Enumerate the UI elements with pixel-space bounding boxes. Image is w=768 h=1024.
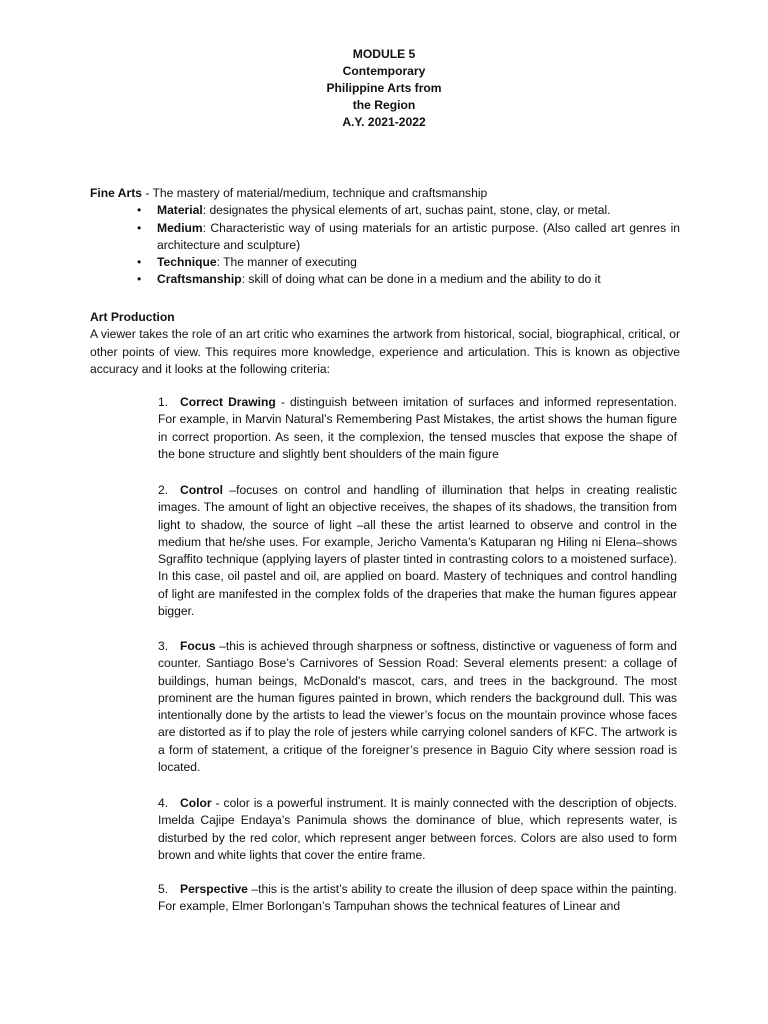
criterion-text: –this is achieved through sharpness or softness, distinctive or vagueness of form and counter. Santiago Bose’s Carnivores of Session Road: Several elements present: a collage of buildings, human beings, McDonald's mascot, cars, and trees in the background. The most prominent are the human figures painted in brown, which renders the background dull. This was intentionally done by the artists to lead the viewer’s focus on the mountain province whose faces are distorted as if to play the role of jesters while carrying colonel sanders of KFC. The artwork is a form of statement, a critique of the foreigner’s presence in Baguio City where session road is located. <box>158 639 677 775</box>
bullet-icon: • <box>137 203 142 218</box>
bullet-term: Medium <box>157 220 203 235</box>
art-production-section <box>90 309 680 378</box>
criterion-number: 1. <box>158 395 169 409</box>
bullet-text: : designates the physical elements of art, suchas paint, stone, clay, or metal. <box>202 203 611 218</box>
criterion-text: - color is a powerful instrument. It is mainly connected with the description of objects. Imelda Cajipe Endaya’s Panimula shows the dominance of blue, which represents water, is disturbed by the red color, which represent anger between forces. Colors are also used to form brown and white lights that cover the entire frame. <box>158 796 677 862</box>
bullet-icon: • <box>137 220 142 235</box>
bullet-text: : The manner of executing <box>216 255 357 270</box>
criterion-perspective <box>158 881 677 916</box>
fine-arts-section <box>90 185 680 289</box>
criterion-control <box>158 482 677 620</box>
criterion-number: 5. <box>158 882 169 896</box>
criterion-color <box>158 795 677 864</box>
bullet-term: Material <box>157 203 203 218</box>
module-subject-line-1: Contemporary <box>342 64 426 78</box>
module-header <box>0 46 768 131</box>
bullet-item <box>137 220 680 255</box>
criterion-focus <box>158 638 677 776</box>
bullet-item <box>137 271 680 288</box>
bullet-item <box>137 202 680 219</box>
bullet-text: : skill of doing what can be done in a medium and the ability to do it <box>241 272 601 287</box>
criterion-text: - distinguish between imitation of surfaces and informed representation. For example, in Marvin Natural’s Remembering Past Mistakes, the artist shows the human figure in correct proportion. As seen, it the complexion, the tensed muscles that expose the shape of the bone structure and slightly bent shoulders of the main figure <box>158 395 677 461</box>
fine-arts-bullet-list <box>90 202 680 288</box>
criterion-text: –focuses on control and handling of illumination that helps in creating realistic images. The amount of light an objective receives, the shapes of its shadows, the transition from light to shadow, the source of light –all these the artist learned to observe and control in the medium that he/she uses. For example, Jericho Vamenta’s Katuparan ng Hiling ni Elena–shows Sgraffito technique (applying layers of plaster tinted in contrasting colors to a moistened surface). In this case, oil pastel and oil, are applied on board. Mastery of techniques and control handling of light are manifested in the complex folds of the draperies that make the human figures appear bigger. <box>158 483 677 619</box>
bullet-icon: • <box>137 255 142 270</box>
criterion-term: Color <box>180 796 212 810</box>
fine-arts-definition <box>90 185 680 202</box>
module-number: MODULE 5 <box>352 47 416 61</box>
criterion-term: Focus <box>180 639 216 653</box>
bullet-icon: • <box>137 272 142 287</box>
module-subject-line-3: the Region <box>352 98 416 112</box>
criterion-term: Correct Drawing <box>180 395 276 409</box>
bullet-term: Craftsmanship <box>157 272 242 287</box>
academic-year: A.Y. 2021-2022 <box>342 115 426 129</box>
art-production-paragraph: A viewer takes the role of an art critic who examines the artwork from historical, social, biographical, critical, or other points of view. This requires more knowledge, experience and articulation. This is known as objective accuracy and it looks at the following criteria: <box>90 327 680 376</box>
bullet-item <box>137 254 680 271</box>
module-subject-line-2: Philippine Arts from <box>326 81 442 95</box>
criterion-number: 4. <box>158 796 169 810</box>
criterion-number: 2. <box>158 483 169 497</box>
fine-arts-term: Fine Arts <box>90 186 142 200</box>
criterion-number: 3. <box>158 639 169 653</box>
fine-arts-text: - The mastery of material/medium, technique and craftsmanship <box>141 186 488 200</box>
bullet-text: : Characteristic way of using materials for an artistic purpose. (Also called art genres in architecture and sculpture) <box>157 220 680 252</box>
bullet-term: Technique <box>157 255 217 270</box>
criterion-term: Perspective <box>180 882 248 896</box>
criterion-text: –this is the artist’s ability to create the illusion of deep space within the painting. For example, Elmer Borlongan’s Tampuhan shows the technical features of Linear and <box>158 882 677 914</box>
criterion-term: Control <box>180 483 223 497</box>
art-production-heading: Art Production <box>90 310 175 324</box>
criterion-correct-drawing <box>158 394 677 463</box>
